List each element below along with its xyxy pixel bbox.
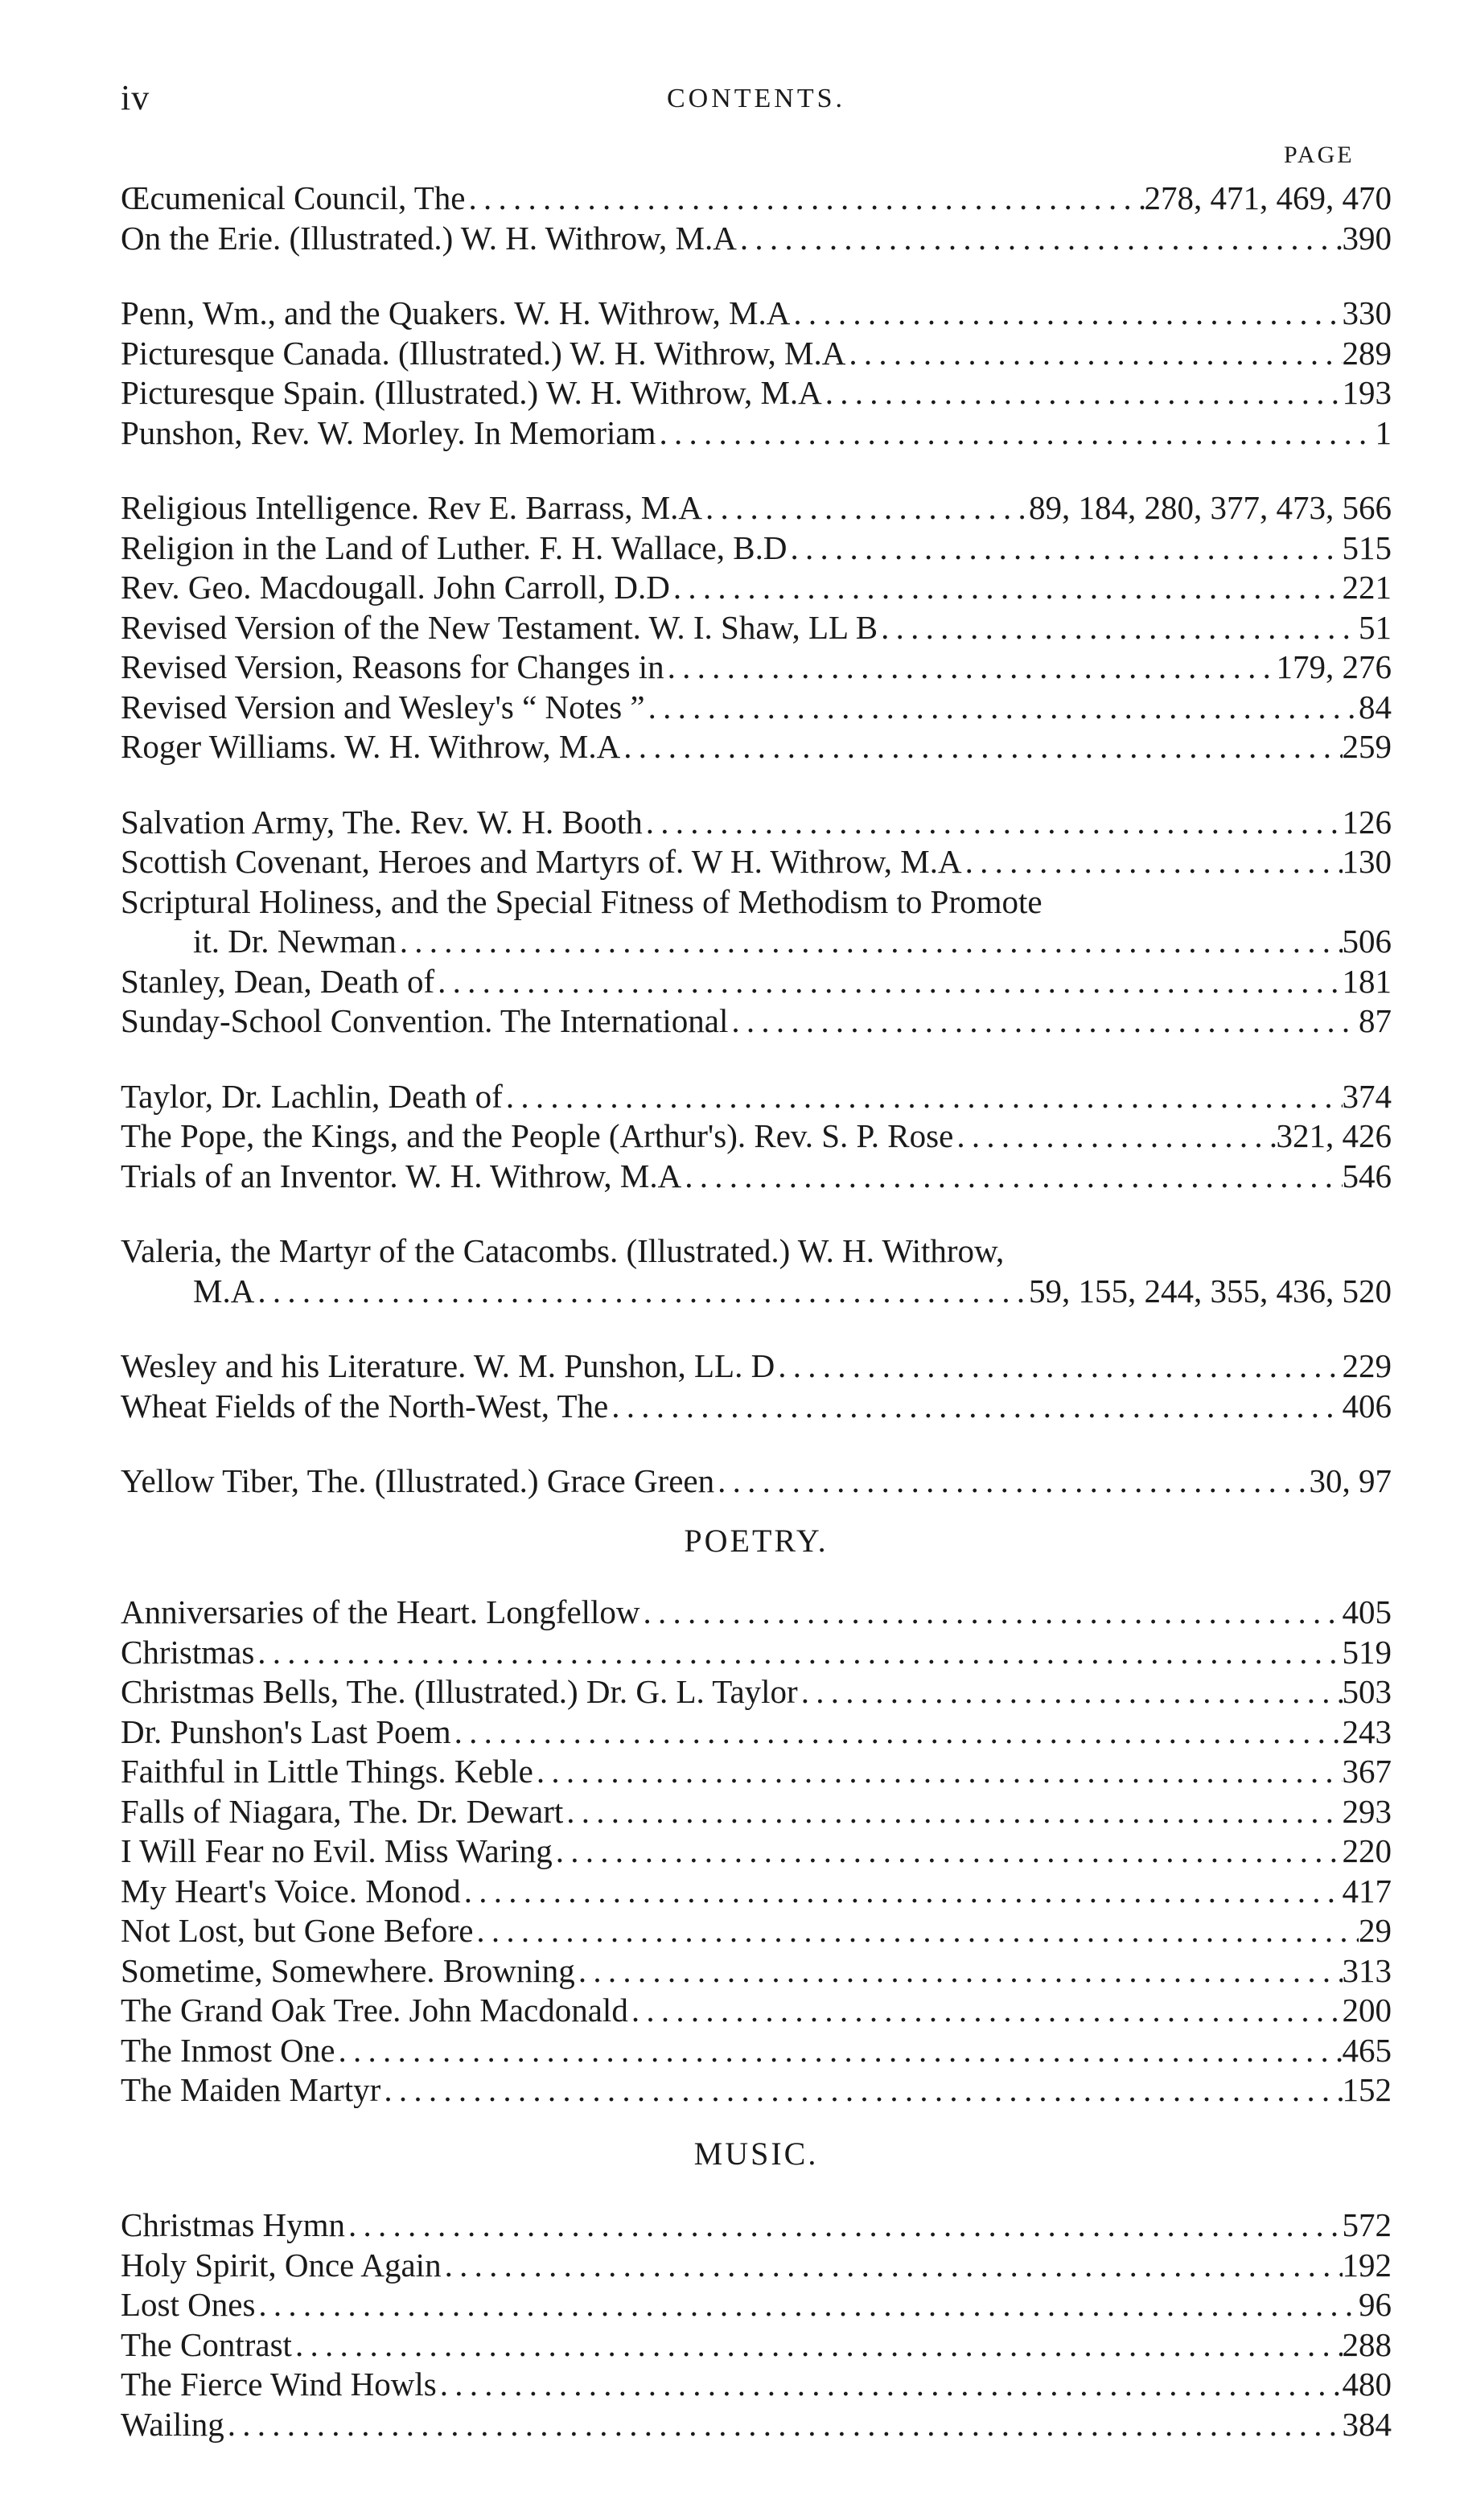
entry-pages: 96	[1359, 2286, 1392, 2323]
entry-title: Picturesque Spain. (Illustrated.) W. H. Withrow, M.A	[121, 374, 822, 411]
music-contents	[121, 2206, 1392, 2444]
leader-dots	[953, 1116, 1276, 1157]
entry-pages: 384	[1342, 2405, 1392, 2443]
leader-dots	[643, 803, 1343, 843]
toc-entry	[121, 803, 1392, 843]
entry-title: Scottish Covenant, Heroes and Martyrs of. W H. Withrow, M.A	[121, 843, 962, 880]
entry-title: Dr. Punshon's Last Poem	[121, 1712, 451, 1750]
music-heading: MUSIC.	[693, 2136, 819, 2172]
toc-entry	[121, 528, 1392, 569]
toc-entry	[121, 882, 1392, 923]
entry-title: The Contrast	[121, 2325, 292, 2363]
entry-pages: 293	[1342, 1792, 1392, 1830]
toc-entry	[121, 2405, 1392, 2445]
entry-title: Faithful in Little Things. Keble	[121, 1753, 533, 1790]
toc-entry	[121, 413, 1392, 454]
toc-entry	[121, 2365, 1392, 2405]
toc-entry	[121, 1001, 1392, 1042]
leader-dots	[553, 1831, 1343, 1872]
entry-title: Œcumenical Council, The	[121, 179, 466, 216]
toc-entry	[121, 1672, 1392, 1712]
entry-title: Wailing	[121, 2405, 224, 2443]
toc-entry	[121, 1911, 1392, 1951]
entry-pages: 572	[1342, 2206, 1392, 2243]
entry-pages: 374	[1342, 1077, 1392, 1115]
entry-title: Christmas	[121, 1633, 255, 1671]
entry-title: Lost Ones	[121, 2286, 256, 2323]
leader-dots	[645, 688, 1359, 728]
entry-pages: 519	[1342, 1633, 1392, 1671]
entry-title: Picturesque Canada. (Illustrated.) W. H. Withrow, M.A	[121, 334, 846, 372]
entry-pages: 313	[1342, 1951, 1392, 1989]
leader-dots	[640, 1593, 1343, 1633]
toc-entry	[121, 1387, 1392, 1427]
toc-entry	[121, 962, 1392, 1002]
entry-title: The Maiden Martyr	[121, 2071, 381, 2108]
leader-dots	[628, 1991, 1343, 2031]
leader-dots	[798, 1672, 1343, 1712]
toc-entry-continuation	[121, 1272, 1392, 1312]
entry-title: Religious Intelligence. Rev E. Barrass, M.A	[121, 489, 703, 526]
entry-title: The Inmost One	[121, 2031, 335, 2069]
leader-dots	[775, 1346, 1342, 1387]
toc-entry	[121, 1951, 1392, 1992]
toc-entry	[121, 568, 1392, 608]
entry-pages: 405	[1342, 1593, 1392, 1630]
leader-dots	[437, 2365, 1343, 2405]
toc-entry	[121, 1831, 1392, 1872]
toc-entry	[121, 727, 1392, 767]
leader-dots	[787, 528, 1342, 569]
toc-entry	[121, 1991, 1392, 2031]
entry-pages: 417	[1342, 1872, 1392, 1910]
leader-dots	[737, 219, 1343, 259]
entry-pages: 192	[1342, 2246, 1392, 2284]
entry-pages: 220	[1342, 1832, 1392, 1869]
leader-dots	[664, 647, 1277, 688]
prose-contents	[121, 179, 1392, 1502]
entry-title: Christmas Hymn	[121, 2206, 346, 2243]
entry-title: it. Dr. Newman	[193, 923, 397, 960]
leader-dots	[380, 2070, 1342, 2111]
entry-title: Stanley, Dean, Death of	[121, 962, 435, 1000]
leader-dots	[681, 1157, 1342, 1197]
entry-pages: 259	[1342, 728, 1392, 765]
leader-dots	[728, 1001, 1359, 1042]
entry-pages: 330	[1342, 294, 1392, 331]
entry-pages: 1	[1375, 413, 1392, 451]
leader-dots	[345, 2206, 1342, 2246]
leader-dots	[255, 2285, 1359, 2325]
toc-entry	[121, 1346, 1392, 1387]
entry-pages: 51	[1359, 608, 1392, 646]
entry-title: Trials of an Inventor. W. H. Withrow, M.A	[121, 1157, 682, 1194]
leader-dots	[533, 1752, 1343, 1792]
toc-entry	[121, 334, 1392, 374]
leader-dots	[822, 373, 1343, 413]
toc-entry	[121, 1633, 1392, 1673]
entry-pages: 181	[1342, 962, 1392, 1000]
entry-title: Salvation Army, The. Rev. W. H. Booth	[121, 803, 643, 841]
entry-title: Not Lost, but Gone Before	[121, 1912, 474, 1949]
leader-dots	[442, 2246, 1343, 2286]
toc-entry	[121, 2031, 1392, 2071]
entry-title: Revised Version and Wesley's “ Notes ”	[121, 688, 645, 726]
toc-entry	[121, 488, 1392, 528]
entry-pages: 503	[1342, 1673, 1392, 1710]
entry-pages: 126	[1342, 803, 1392, 841]
page-number: iv	[121, 78, 150, 117]
entry-pages: 130	[1342, 843, 1392, 880]
toc-entry	[121, 1872, 1392, 1912]
toc-entry	[121, 688, 1392, 728]
entry-title: Religion in the Land of Luther. F. H. Wallace, B.D	[121, 528, 788, 566]
leader-dots	[292, 2325, 1343, 2366]
toc-entry	[121, 608, 1392, 648]
toc-entry	[121, 1461, 1392, 1502]
entry-pages: 289	[1342, 334, 1392, 372]
leader-dots	[563, 1792, 1342, 1832]
leader-dots	[575, 1951, 1343, 1992]
toc-entry	[121, 2246, 1392, 2286]
entry-pages: 29	[1359, 1912, 1392, 1949]
entry-pages: 390	[1342, 219, 1392, 257]
entry-pages: 152	[1342, 2071, 1392, 2108]
entry-pages: 465	[1342, 2031, 1392, 2069]
leader-dots	[962, 842, 1343, 882]
leader-dots	[878, 608, 1359, 648]
entry-title: The Pope, the Kings, and the People (Arthur's). Rev. S. P. Rose	[121, 1117, 954, 1154]
leader-dots	[434, 962, 1342, 1002]
entry-pages: 200	[1342, 1992, 1392, 2029]
entry-title: Sometime, Somewhere. Browning	[121, 1951, 575, 1989]
toc-entry-continuation	[121, 922, 1392, 962]
entry-pages: 288	[1342, 2325, 1392, 2363]
entry-title: Sunday-School Convention. The International	[121, 1002, 729, 1039]
toc-entry	[121, 1712, 1392, 1753]
leader-dots	[702, 488, 1029, 528]
entry-title: M.A	[193, 1272, 255, 1309]
entry-title: Holy Spirit, Once Again	[121, 2246, 442, 2284]
entry-title: Revised Version of the New Testament. W. I. Shaw, LL B	[121, 608, 878, 646]
entry-title: Rev. Geo. Macdougall. John Carroll, D.D	[121, 569, 670, 606]
leader-dots	[224, 2405, 1343, 2445]
leader-dots	[503, 1077, 1343, 1117]
toc-entry	[121, 179, 1392, 219]
leader-dots	[714, 1461, 1309, 1502]
leader-dots	[473, 1911, 1359, 1951]
leader-dots	[397, 922, 1343, 962]
entry-title: My Heart's Voice. Monod	[121, 1872, 461, 1910]
leader-dots	[670, 568, 1343, 608]
group-s	[121, 803, 1392, 1042]
entry-title: Penn, Wm., and the Quakers. W. H. Withrow, M.A	[121, 294, 791, 331]
entry-pages: 89, 184, 280, 377, 473, 566	[1029, 489, 1392, 526]
entry-title: Roger Williams. W. H. Withrow, M.A	[121, 728, 621, 765]
entry-title: Valeria, the Martyr of the Catacombs. (Illustrated.) W. H. Withrow,	[121, 1232, 1005, 1269]
entry-pages: 221	[1342, 569, 1392, 606]
group-o	[121, 179, 1392, 258]
entry-title: Yellow Tiber, The. (Illustrated.) Grace Green	[121, 1462, 715, 1499]
toc-entry	[121, 2325, 1392, 2366]
leader-dots	[790, 294, 1342, 334]
entry-pages: 243	[1342, 1712, 1392, 1750]
entry-title: Taylor, Dr. Lachlin, Death of	[121, 1077, 503, 1115]
entry-pages: 193	[1342, 374, 1392, 411]
toc-entry	[121, 2070, 1392, 2111]
leader-dots	[335, 2031, 1342, 2071]
group-y	[121, 1461, 1392, 1502]
toc-entry	[121, 219, 1392, 259]
group-r	[121, 488, 1392, 767]
entry-pages: 59, 155, 244, 355, 436, 520	[1029, 1272, 1392, 1309]
toc-entry	[121, 1231, 1392, 1272]
entry-title: Anniversaries of the Heart. Longfellow	[121, 1593, 640, 1630]
toc-entry	[121, 1116, 1392, 1157]
entry-title: Wesley and his Literature. W. M. Punshon, LL. D	[121, 1347, 775, 1384]
entry-pages: 546	[1342, 1157, 1392, 1194]
leader-dots	[656, 413, 1375, 454]
leader-dots	[254, 1633, 1342, 1673]
entry-pages: 84	[1359, 688, 1392, 726]
entry-title: On the Erie. (Illustrated.) W. H. Withrow, M.A	[121, 219, 737, 257]
toc-entry	[121, 294, 1392, 334]
toc-entry	[121, 2285, 1392, 2325]
entry-pages: 179, 276	[1276, 648, 1392, 685]
toc-entry	[121, 2206, 1392, 2246]
leader-dots	[451, 1712, 1343, 1753]
entry-title: The Fierce Wind Howls	[121, 2366, 437, 2403]
page-header	[121, 77, 1392, 125]
leader-dots	[608, 1387, 1342, 1427]
toc-entry	[121, 1792, 1392, 1832]
entry-pages: 278, 471, 469, 470	[1144, 179, 1392, 216]
leader-dots	[845, 334, 1342, 374]
running-title: CONTENTS.	[666, 84, 846, 113]
entry-pages: 406	[1342, 1387, 1392, 1424]
leader-dots	[620, 727, 1342, 767]
page-column-label: PAGE	[1284, 142, 1355, 168]
entry-pages: 367	[1342, 1753, 1392, 1790]
group-t	[121, 1077, 1392, 1197]
poetry-contents	[121, 1593, 1392, 2111]
leader-dots	[466, 179, 1145, 219]
entry-title: Scriptural Holiness, and the Special Fitness of Methodism to Promote	[121, 882, 1042, 920]
toc-entry	[121, 1593, 1392, 1633]
group-p	[121, 294, 1392, 453]
toc-entry	[121, 842, 1392, 882]
entry-title: I Will Fear no Evil. Miss Waring	[121, 1832, 553, 1869]
entry-title: Punshon, Rev. W. Morley. In Memoriam	[121, 413, 656, 451]
entry-pages: 506	[1342, 923, 1392, 960]
toc-entry	[121, 1077, 1392, 1117]
toc-entry	[121, 1752, 1392, 1792]
entry-pages: 480	[1342, 2366, 1392, 2403]
entry-title: The Grand Oak Tree. John Macdonald	[121, 1992, 628, 2029]
entry-pages: 87	[1359, 1002, 1392, 1039]
leader-dots	[461, 1872, 1343, 1912]
toc-entry	[121, 373, 1392, 413]
toc-entry	[121, 1157, 1392, 1197]
leader-dots	[254, 1272, 1029, 1312]
toc-entry	[121, 647, 1392, 688]
group-w	[121, 1346, 1392, 1426]
entry-pages: 515	[1342, 528, 1392, 566]
poetry-heading: POETRY.	[684, 1523, 829, 1559]
entry-title: Revised Version, Reasons for Changes in	[121, 648, 664, 685]
entry-pages: 321, 426	[1276, 1117, 1392, 1154]
entry-title: Wheat Fields of the North-West, The	[121, 1387, 609, 1424]
entry-pages: 229	[1342, 1347, 1392, 1384]
entry-title: Christmas Bells, The. (Illustrated.) Dr. G. L. Taylor	[121, 1673, 798, 1710]
entry-title: Falls of Niagara, The. Dr. Dewart	[121, 1792, 564, 1830]
entry-pages: 30, 97	[1309, 1462, 1392, 1499]
group-v	[121, 1231, 1392, 1311]
